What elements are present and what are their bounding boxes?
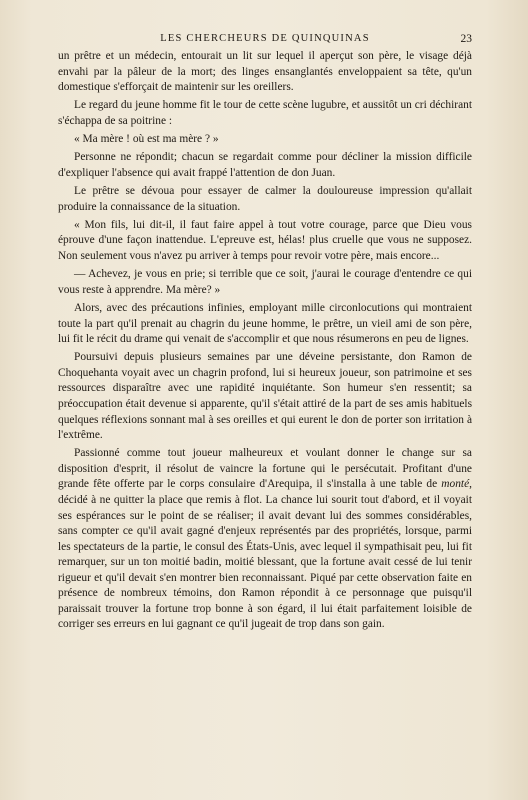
italic-word: monté [441, 478, 470, 491]
paragraph [58, 446, 472, 633]
paragraph: Le regard du jeune homme fit le tour de cette scène lugubre, et aussitôt un cri déchirant s'échappa de sa poitrine : [58, 99, 472, 127]
paragraph: un prêtre et un médecin, entourait un lit sur lequel il aperçut son père, le visage déjà envahi par la pâleur de la mort; des linges ensanglantés enveloppaient sa tête, qu'un domestique s'efforçait de maintenir sur les oreillers. [58, 50, 472, 94]
page-number: 23 [460, 33, 472, 45]
paragraph: « Ma mère ! où est ma mère ? » [74, 133, 219, 146]
paragraph: Alors, avec des précautions infinies, employant mille circonlocutions qui montraient toute la part qu'il prenait au chagrin du jeune homme, le prêtre, un vieil ami de son père, lui fit le récit du drame qui venait de s'accomplir et que nous résumerons en peu de lignes. [58, 302, 472, 346]
paragraph: Poursuivi depuis plusieurs semaines par une déveine persistante, don Ramon de Choquehanta voyait avec un chagrin profond, lui si heureux joueur, son patrimoine et ses ressources disparaître avec une rapidité inquiétante. Son humeur s'en ressentit; sa préoccupation était devenue si apparente, qu'il s'était attiré de la part de ses amis habituels quelques réflexions sonnant mal à ses oreilles et qui eurent le don de porter son irritation à l'extrême. [58, 351, 472, 442]
paragraph: « Mon fils, lui dit-il, il faut faire appel à tout votre courage, parce que Dieu vous éprouve d'une façon inattendue. L'epreuve est, hélas! plus cruelle que vous ne supposez. Non seulement vous n'avez pu arriver à temps pour revoir votre père, mais encore... [58, 218, 472, 262]
page-body-text [58, 49, 472, 636]
paragraph: Personne ne répondit; chacun se regardait comme pour décliner la mission difficile d'expliquer l'absence qui avait frappé l'attention de don Juan. [58, 151, 472, 179]
page-header [58, 31, 472, 47]
paragraph-text: , décidé à ne quitter la place que remis à flot. La chance lui sourit tout d'abord, et il voyait ses espérances sur le point de se réaliser; il avait devant lui des sommes considérables, sans compter ce qu'il avait gagné d'enjeux représentés par des propriétés, lorsque, parmi les spectateurs de la partie, le consul des États-Unis, avec lequel il sympathisait peu, lui fit remarquer, sur un ton moitié badin, moitié blessant, que la fortune avait cessé de lui tenir rigueur et qu'il devait s'en montrer bien reconnaissant. Piqué par cette observation faite en présence de nombreux témoins, don Ramon répondit à ce personnage que puisqu'il paraissait trouver la fortune trop bonne à son égard, il lui était parfaitement loisible de corriger ses erreurs en lui gagnant ce qu'il jugeait de trop dans son gain. [58, 478, 472, 631]
paragraph-text: Passionné comme tout joueur malheureux et voulant donner le change sur sa disposition d'esprit, il résolut de vaincre la fortune qui le persécutait. Profitant d'une grande fête offerte par le corps consulaire d'Arequipa, il s'installa à une table de [58, 447, 472, 491]
paragraph: — Achevez, je vous en prie; si terrible que ce soit, j'aurai le courage d'entendre ce qui vous reste à apprendre. Ma mère? » [58, 268, 472, 296]
running-title: LES CHERCHEURS DE QUINQUINAS [160, 33, 370, 44]
paragraph: Le prêtre se dévoua pour essayer de calmer la douloureuse impression qu'allait produire la connaissance de la situation. [58, 185, 472, 213]
